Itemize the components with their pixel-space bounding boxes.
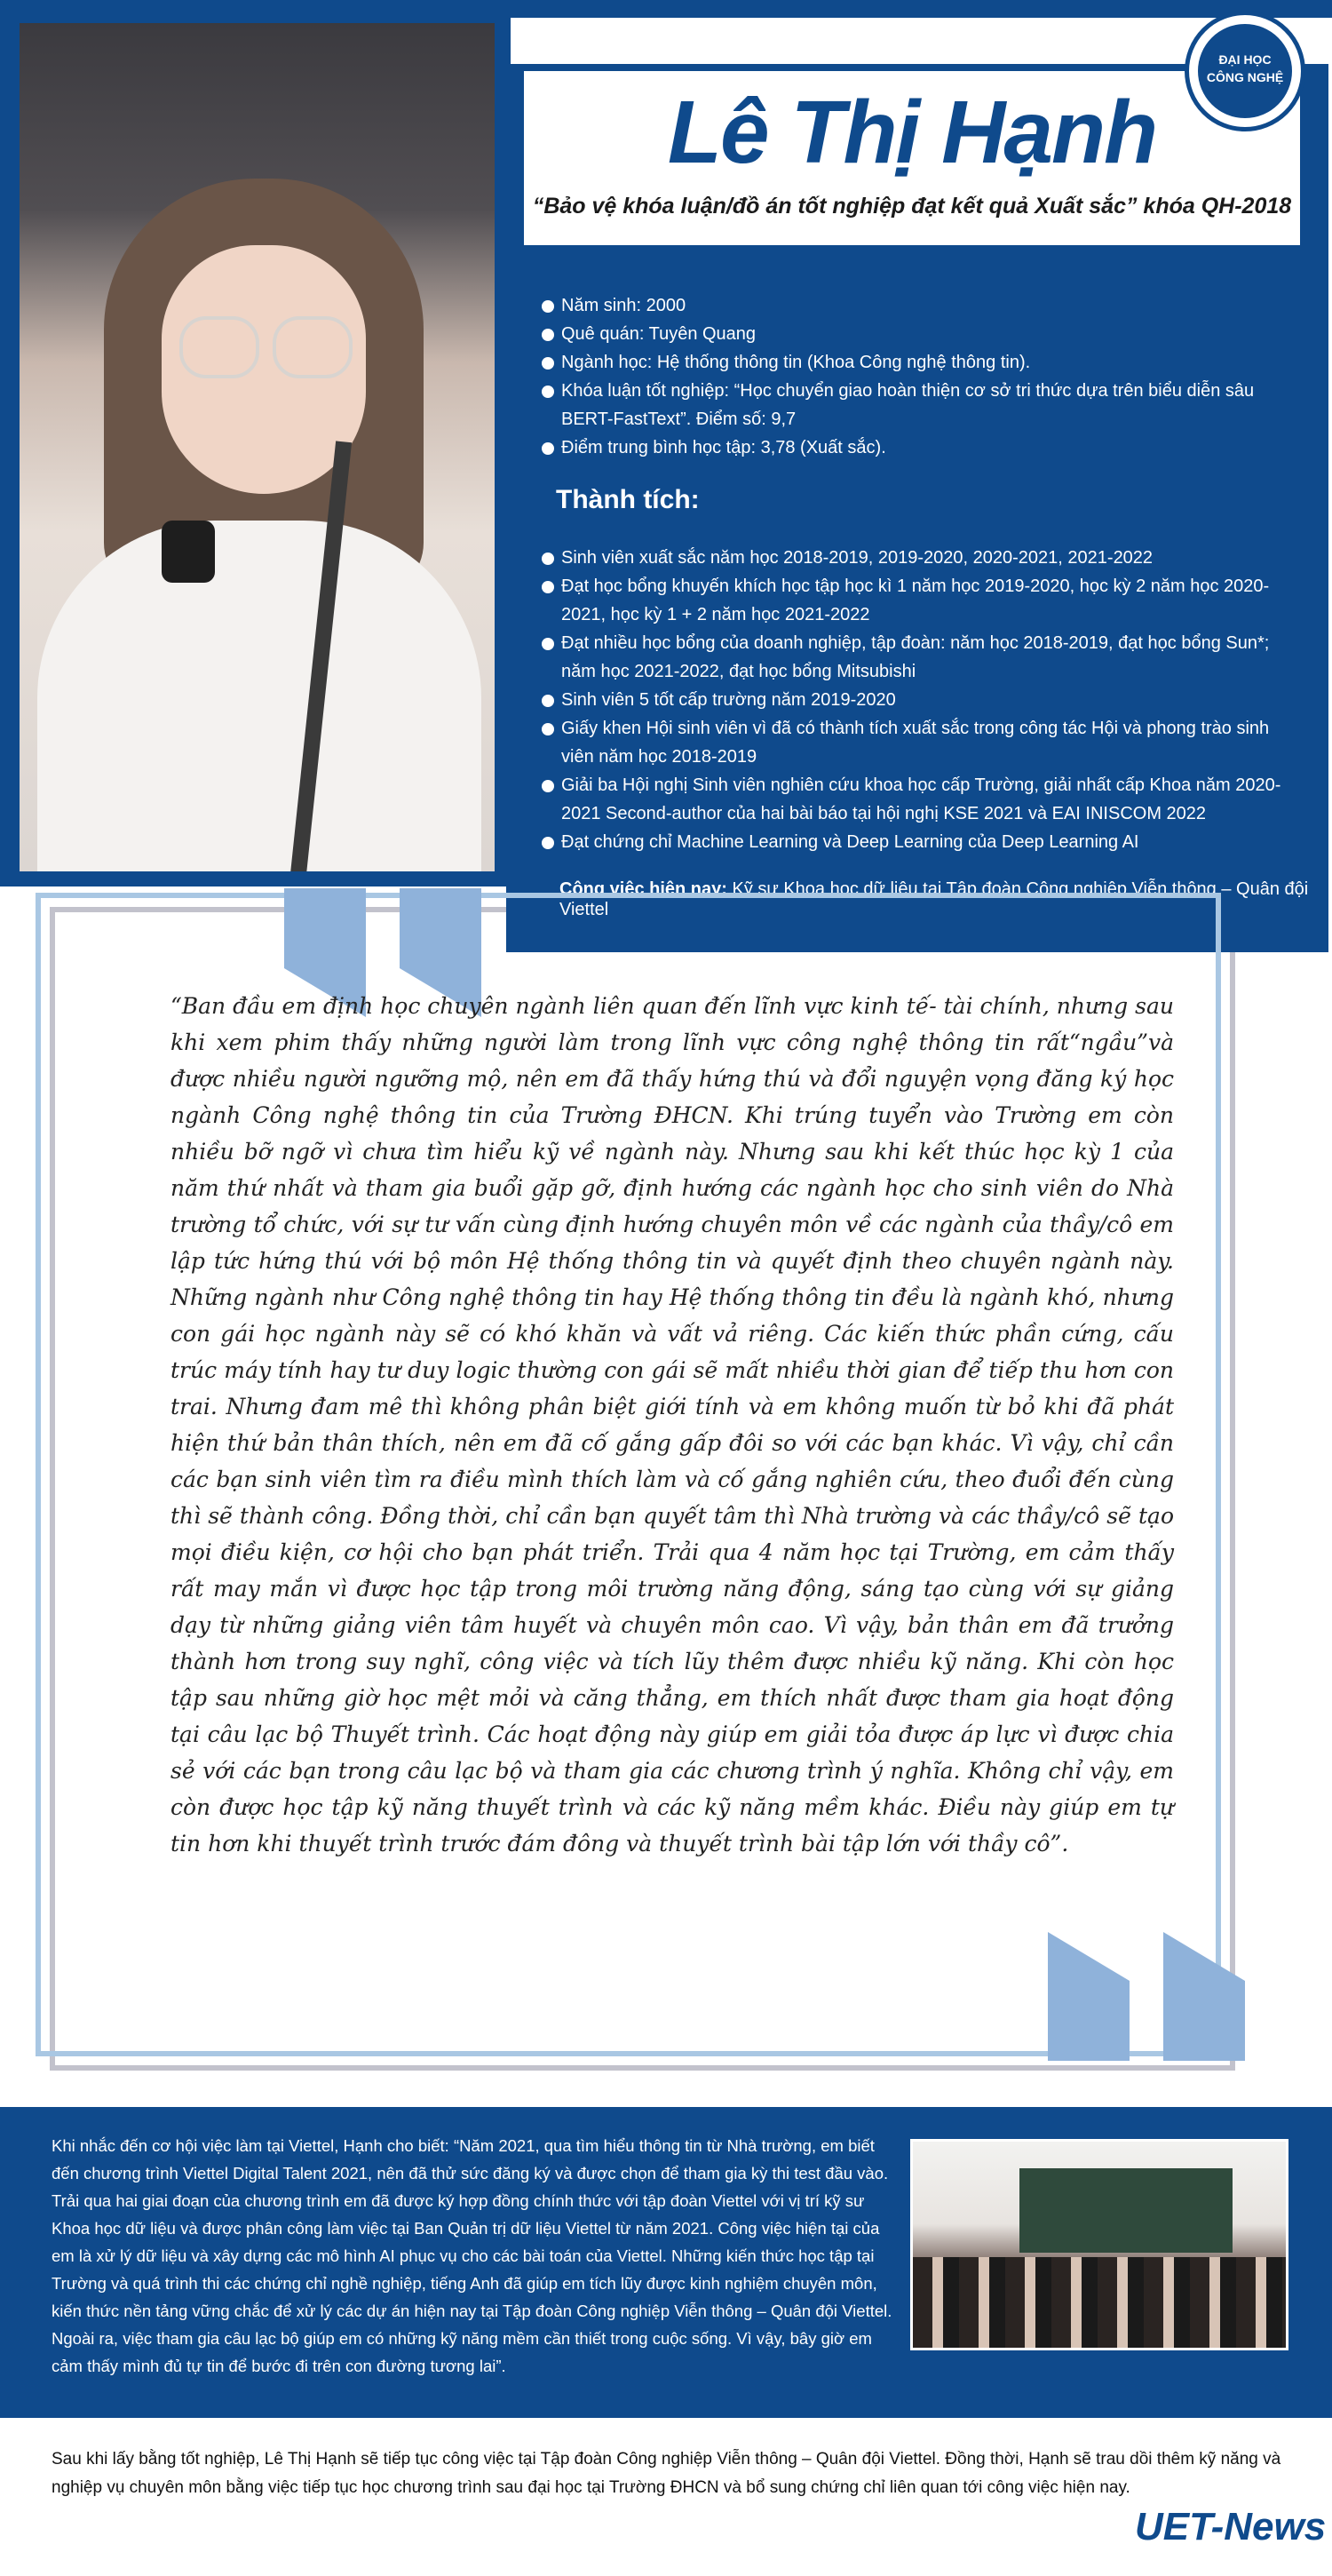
personal-info-item: Quê quán: Tuyên Quang bbox=[542, 320, 1296, 348]
current-job-label: Công việc hiện nay: bbox=[559, 879, 727, 899]
logo-text-line1: ĐẠI HỌC bbox=[1218, 52, 1272, 67]
logo-text-line2: CÔNG NGHỆ bbox=[1206, 70, 1284, 84]
story-text: Khi nhắc đến cơ hội việc làm tại Viettel, Hạnh cho biết: “Năm 2021, qua tìm hiểu thông tin từ Nhà trường, em biết đến chương trình Viettel Digital Talent 2021, nên đã thử sức đăng ký và được chọn để tham gia kỳ thi test đầu vào. Trải qua hai giai đoạn của chương trình em đã được ký hợp đồng chính thức với tập đoàn Viettel với vị trí kỹ sư Khoa học dữ liệu và được phân công làm việc tại Ban Quản trị dữ liệu Viettel từ năm 2021. Công việc hiện tại của em là xử lý dữ liệu và xây dựng các mô hình AI phục vụ cho các bài toán của Viettel. Những kiến thức học tập tại Trường và quá trình thi các chứng chỉ nghề nghiệp, tiếng Anh đã giúp em tích lũy được kinh nghiệm chuyên môn, kiến thức nền tảng vững chắc để xử lý các dự án hiện nay tại Tập đoàn Công nghiệp Viễn thông – Quân đội Viettel. Ngoài ra, việc tham gia câu lạc bộ giúp em có những kỹ năng mềm cần thiết trong cuộc sống. Vì vậy, bây giờ em cảm thấy mình đủ tự tin để bước đi trên con đường tương lai”. bbox=[52, 2136, 892, 2375]
brand-signature: UET-News bbox=[1135, 2505, 1327, 2548]
achievement-item: Sinh viên 5 tốt cấp trường năm 2019-2020 bbox=[542, 686, 1296, 714]
profile-name: Lê Thị Hạnh bbox=[667, 83, 1157, 182]
profile-subtitle: “Bảo vệ khóa luận/đồ án tốt nghiệp đạt kết quả Xuất sắc” khóa QH-2018 bbox=[532, 194, 1292, 219]
close-quote-icon bbox=[1048, 1981, 1130, 2061]
achievements-list bbox=[542, 544, 1296, 856]
footer-text: Sau khi lấy bằng tốt nghiệp, Lê Thị Hạnh sẽ tiếp tục công việc tại Tập đoàn Công nghiệp Viễn thông – Quân đội Viettel. Đồng thời, Hạnh sẽ trau dồi thêm kỹ năng và nghiệp vụ chuyên môn bằng việc tiếp tục học chương trình sau đại học tại Trường ĐHCN và bổ sung chứng chỉ liên quan tới công việc hiện nay. bbox=[52, 2450, 1281, 2497]
achievement-item: Giấy khen Hội sinh viên vì đã có thành tích xuất sắc trong công tác Hội và phong trào sinh viên năm học 2018-2019 bbox=[542, 714, 1296, 771]
current-job-value: Kỹ sư Khoa học dữ liệu tại Tập đoàn Công nghiệp Viễn thông – Quân đội Viettel bbox=[559, 879, 1309, 919]
portrait-photo bbox=[20, 23, 495, 871]
personal-info-item: Ngành học: Hệ thống thông tin (Khoa Công nghệ thông tin). bbox=[542, 348, 1296, 377]
personal-info-item: Khóa luận tốt nghiệp: “Học chuyển giao hoàn thiện cơ sở tri thức dựa trên biểu diễn sâu BERT-FastText”. Điểm số: 9,7 bbox=[542, 377, 1296, 433]
achievement-item: Đạt học bổng khuyến khích học tập học kì 1 năm học 2019-2020, học kỳ 2 năm học 2020-2021, học kỳ 1 + 2 năm học 2021-2022 bbox=[542, 572, 1296, 629]
achievement-item: Đạt nhiều học bổng của doanh nghiệp, tập đoàn: năm học 2018-2019, đạt học bổng Sun*; năm học 2021-2022, đạt học bổng Mitsubishi bbox=[542, 629, 1296, 686]
personal-info-list bbox=[542, 291, 1296, 462]
open-quote-icon bbox=[400, 888, 481, 968]
portrait-frame bbox=[0, 0, 511, 886]
close-quote-icon bbox=[1163, 1981, 1245, 2061]
university-logo bbox=[1185, 11, 1305, 131]
achievements-title: Thành tích: bbox=[556, 485, 700, 514]
name-box bbox=[524, 71, 1300, 245]
quote-text: “Ban đầu em định học chuyên ngành liên quan đến lĩnh vực kinh tế- tài chính, nhưng sau khi xem phim thấy những người làm trong lĩnh vực công nghệ thông tin rất“ngầu”và được nhiều người ngưỡng mộ, nên em đã thấy hứng thú và đổi nguyện vọng đăng ký học ngành Công nghệ thông tin của Trường ĐHCN. Khi trúng tuyển vào Trường em còn nhiều bỡ ngỡ vì chưa tìm hiểu kỹ về ngành này. Nhưng sau khi kết thúc học kỳ 1 của năm thứ nhất và tham gia buổi gặp gỡ, định hướng các ngành học cho sinh viên do Nhà trường tổ chức, với sự tư vấn cùng định hướng chuyên môn về các ngành của thầy/cô em lập tức hứng thú với bộ môn Hệ thống thông tin và quyết định theo chuyên ngành này. Những ngành như Công nghệ thông tin hay Hệ thống thông tin đều là ngành khó, nhưng con gái học ngành này sẽ có khó khăn và vất vả riêng. Các kiến thức phần cứng, cấu trúc máy tính hay tư duy logic thường con gái sẽ mất nhiều thời gian để tiếp thu hơn con trai. Nhưng đam mê thì không phân biệt giới tính và em không muốn từ bỏ khi đã phát hiện thứ bản thân thích, nên em đã cố gắng gấp đôi so với các bạn khác. Vì vậy, chỉ cần các bạn sinh viên tìm ra điều mình thích làm và cố gắng nghiên cứu, theo đuổi đến cùng thì sẽ thành công. Đồng thời, chỉ cần bạn quyết tâm thì Nhà trường và các thầy/cô sẽ tạo mọi điều kiện, cơ hội cho bạn phát triển. Trải qua 4 năm học tại Trường, em cảm thấy rất may mắn vì được học tập trong môi trường năng động, sáng tạo cùng với sự giảng dạy từ những giảng viên tâm huyết và chuyên môn cao. Vì vậy, bản thân em đã trưởng thành hơn trong suy nghĩ, công việc và tích lũy thêm được nhiều kỹ năng. Khi còn học tập sau những giờ học mệt mỏi và căng thẳng, em thích nhất được tham gia hoạt động tại câu lạc bộ Thuyết trình. Các hoạt động này giúp em giải tỏa được áp lực vì được chia sẻ với các bạn trong câu lạc bộ và tham gia các chương trình ý nghĩa. Không chỉ vậy, em còn được học tập kỹ năng thuyết trình và các kỹ năng mềm khác. Điều này giúp em tự tin hơn khi thuyết trình trước đám đông và thuyết trình bài tập lớn với thầy cô”. bbox=[170, 993, 1174, 1856]
open-quote-icon bbox=[284, 888, 366, 968]
personal-info-item: Điểm trung bình học tập: 3,78 (Xuất sắc). bbox=[542, 433, 1296, 462]
group-photo bbox=[910, 2139, 1288, 2350]
achievement-item: Giải ba Hội nghị Sinh viên nghiên cứu khoa học cấp Trường, giải nhất cấp Khoa năm 2020-2021 Second-author của hai bài báo tại hội nghị KSE 2021 và EAI INISCOM 2022 bbox=[542, 771, 1296, 828]
personal-info-item: Năm sinh: 2000 bbox=[542, 291, 1296, 320]
achievement-item: Đạt chứng chỉ Machine Learning và Deep Learning của Deep Learning AI bbox=[542, 828, 1296, 856]
achievement-item: Sinh viên xuất sắc năm học 2018-2019, 2019-2020, 2020-2021, 2021-2022 bbox=[542, 544, 1296, 572]
